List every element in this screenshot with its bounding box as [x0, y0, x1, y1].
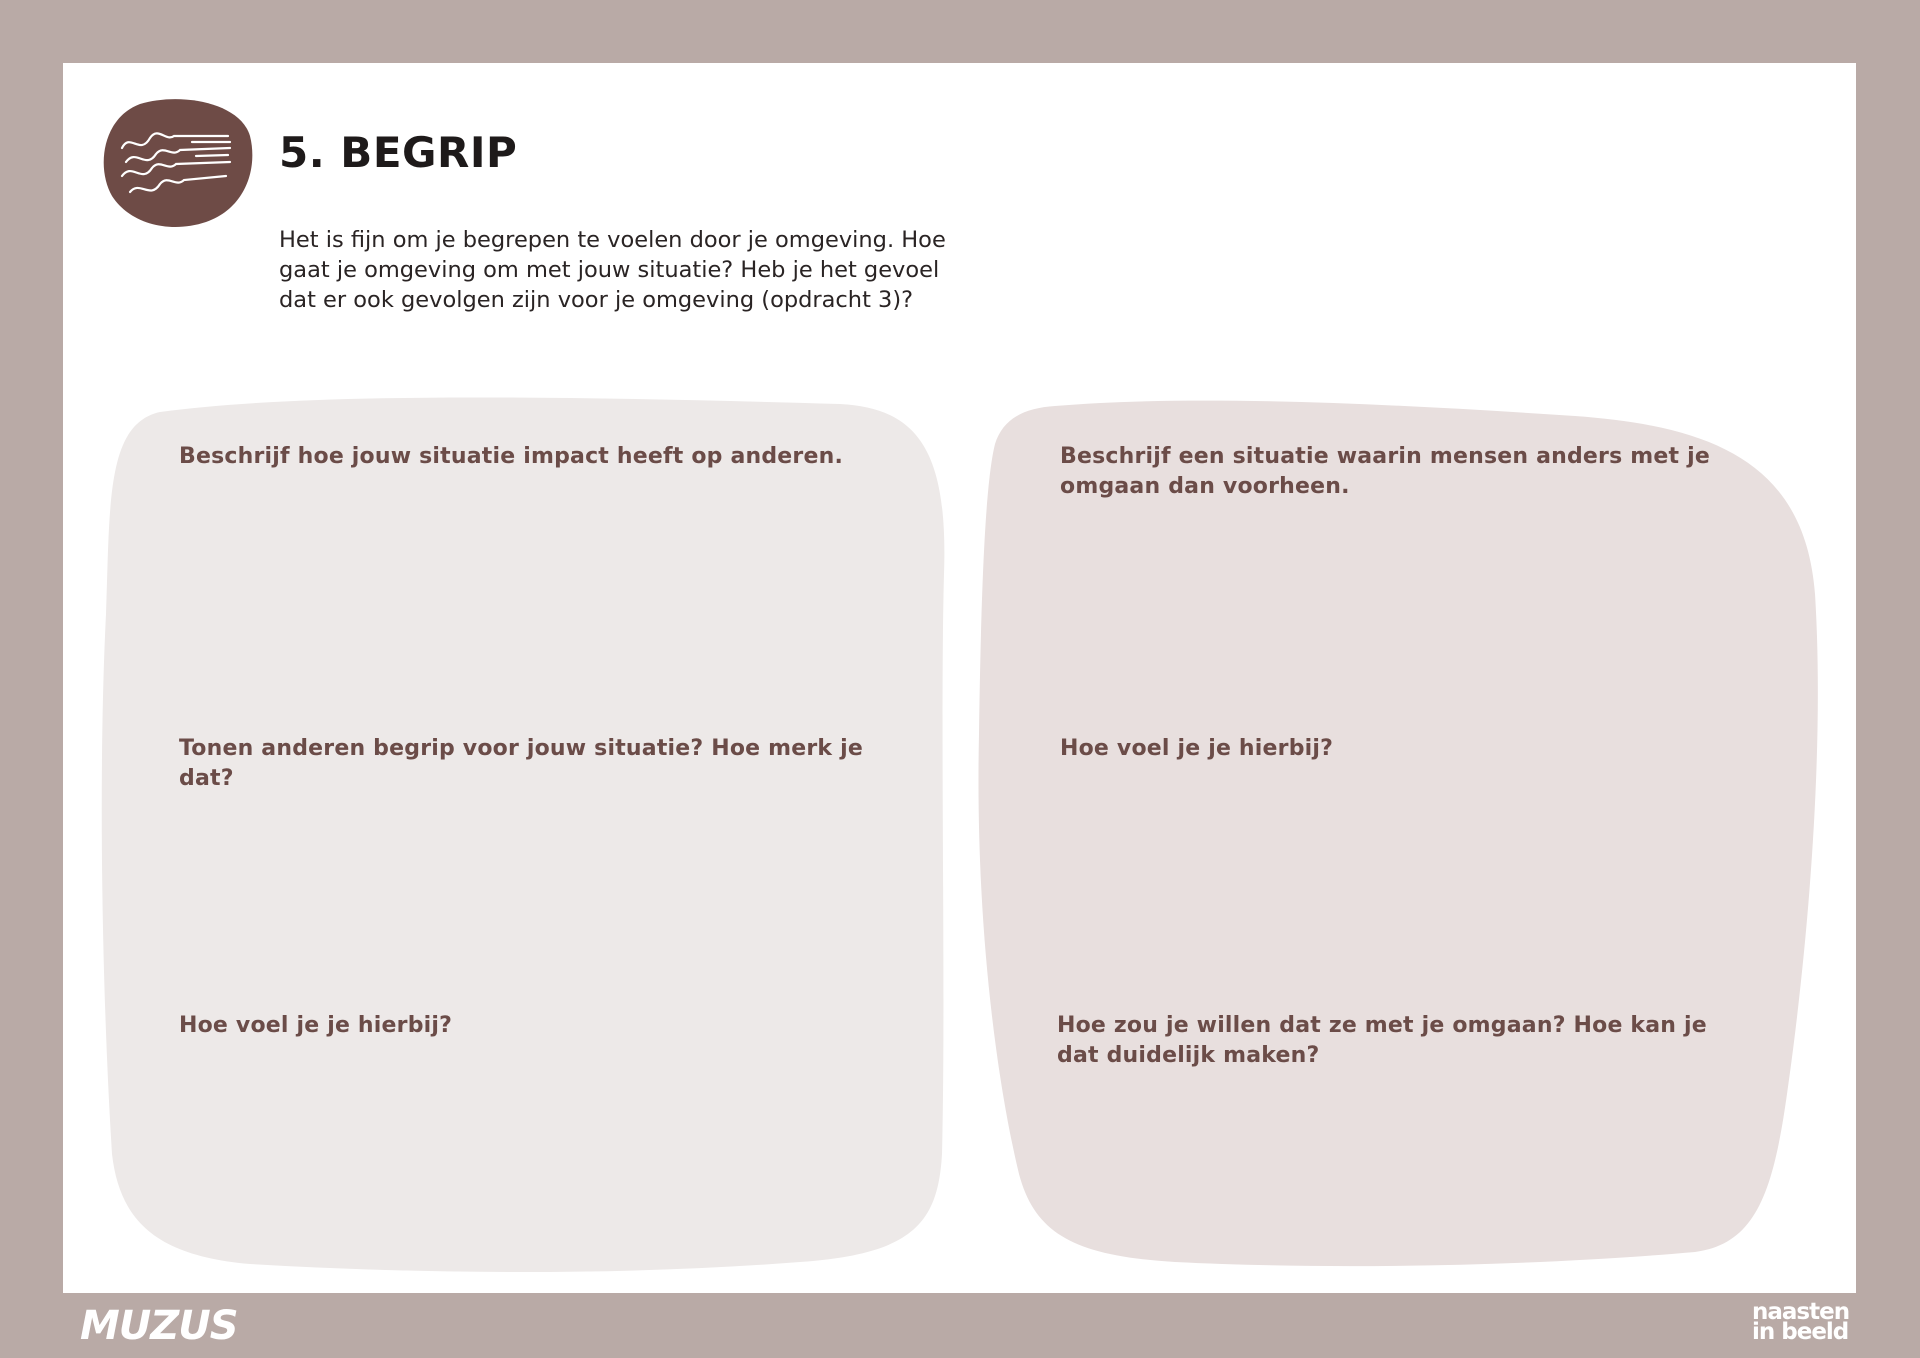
question-how-do-you-feel-left: Hoe voel je je hierbij?	[179, 1013, 453, 1038]
question-situation-treated-differently: Beschrijf een situatie waarin mensen anders met je omgaan dan voorheen.	[1060, 444, 1710, 499]
question-impact-on-others: Beschrijf hoe jouw situatie impact heeft op anderen.	[179, 444, 844, 469]
naasten-logo-line2: in beeld	[1752, 1319, 1849, 1345]
question-how-do-you-feel-right: Hoe voel je je hierbij?	[1060, 736, 1334, 761]
question-how-should-they-treat-you: Hoe zou je willen dat ze met je omgaan? Hoe kan je dat duidelijk maken?	[1057, 1013, 1707, 1068]
naasten-in-beeld-logo	[1752, 1299, 1862, 1345]
right-question-card	[975, 394, 1820, 1269]
question-understanding-from-others: Tonen anderen begrip voor jouw situatie? Hoe merk je dat?	[179, 736, 863, 791]
page-title: 5. BEGRIP	[279, 128, 518, 177]
muzus-logo: MUZUS	[80, 1303, 238, 1349]
left-question-card	[100, 394, 950, 1274]
wavy-lines-icon	[100, 96, 256, 230]
intro-text: Het is fijn om je begrepen te voelen door je omgeving. Hoe gaat je omgeving om met jouw situatie? Heb je het gevoel dat er ook gevolgen zijn voor je omgeving (opdracht 3)?	[279, 227, 946, 313]
naasten-logo-line1: naasten	[1752, 1299, 1850, 1325]
